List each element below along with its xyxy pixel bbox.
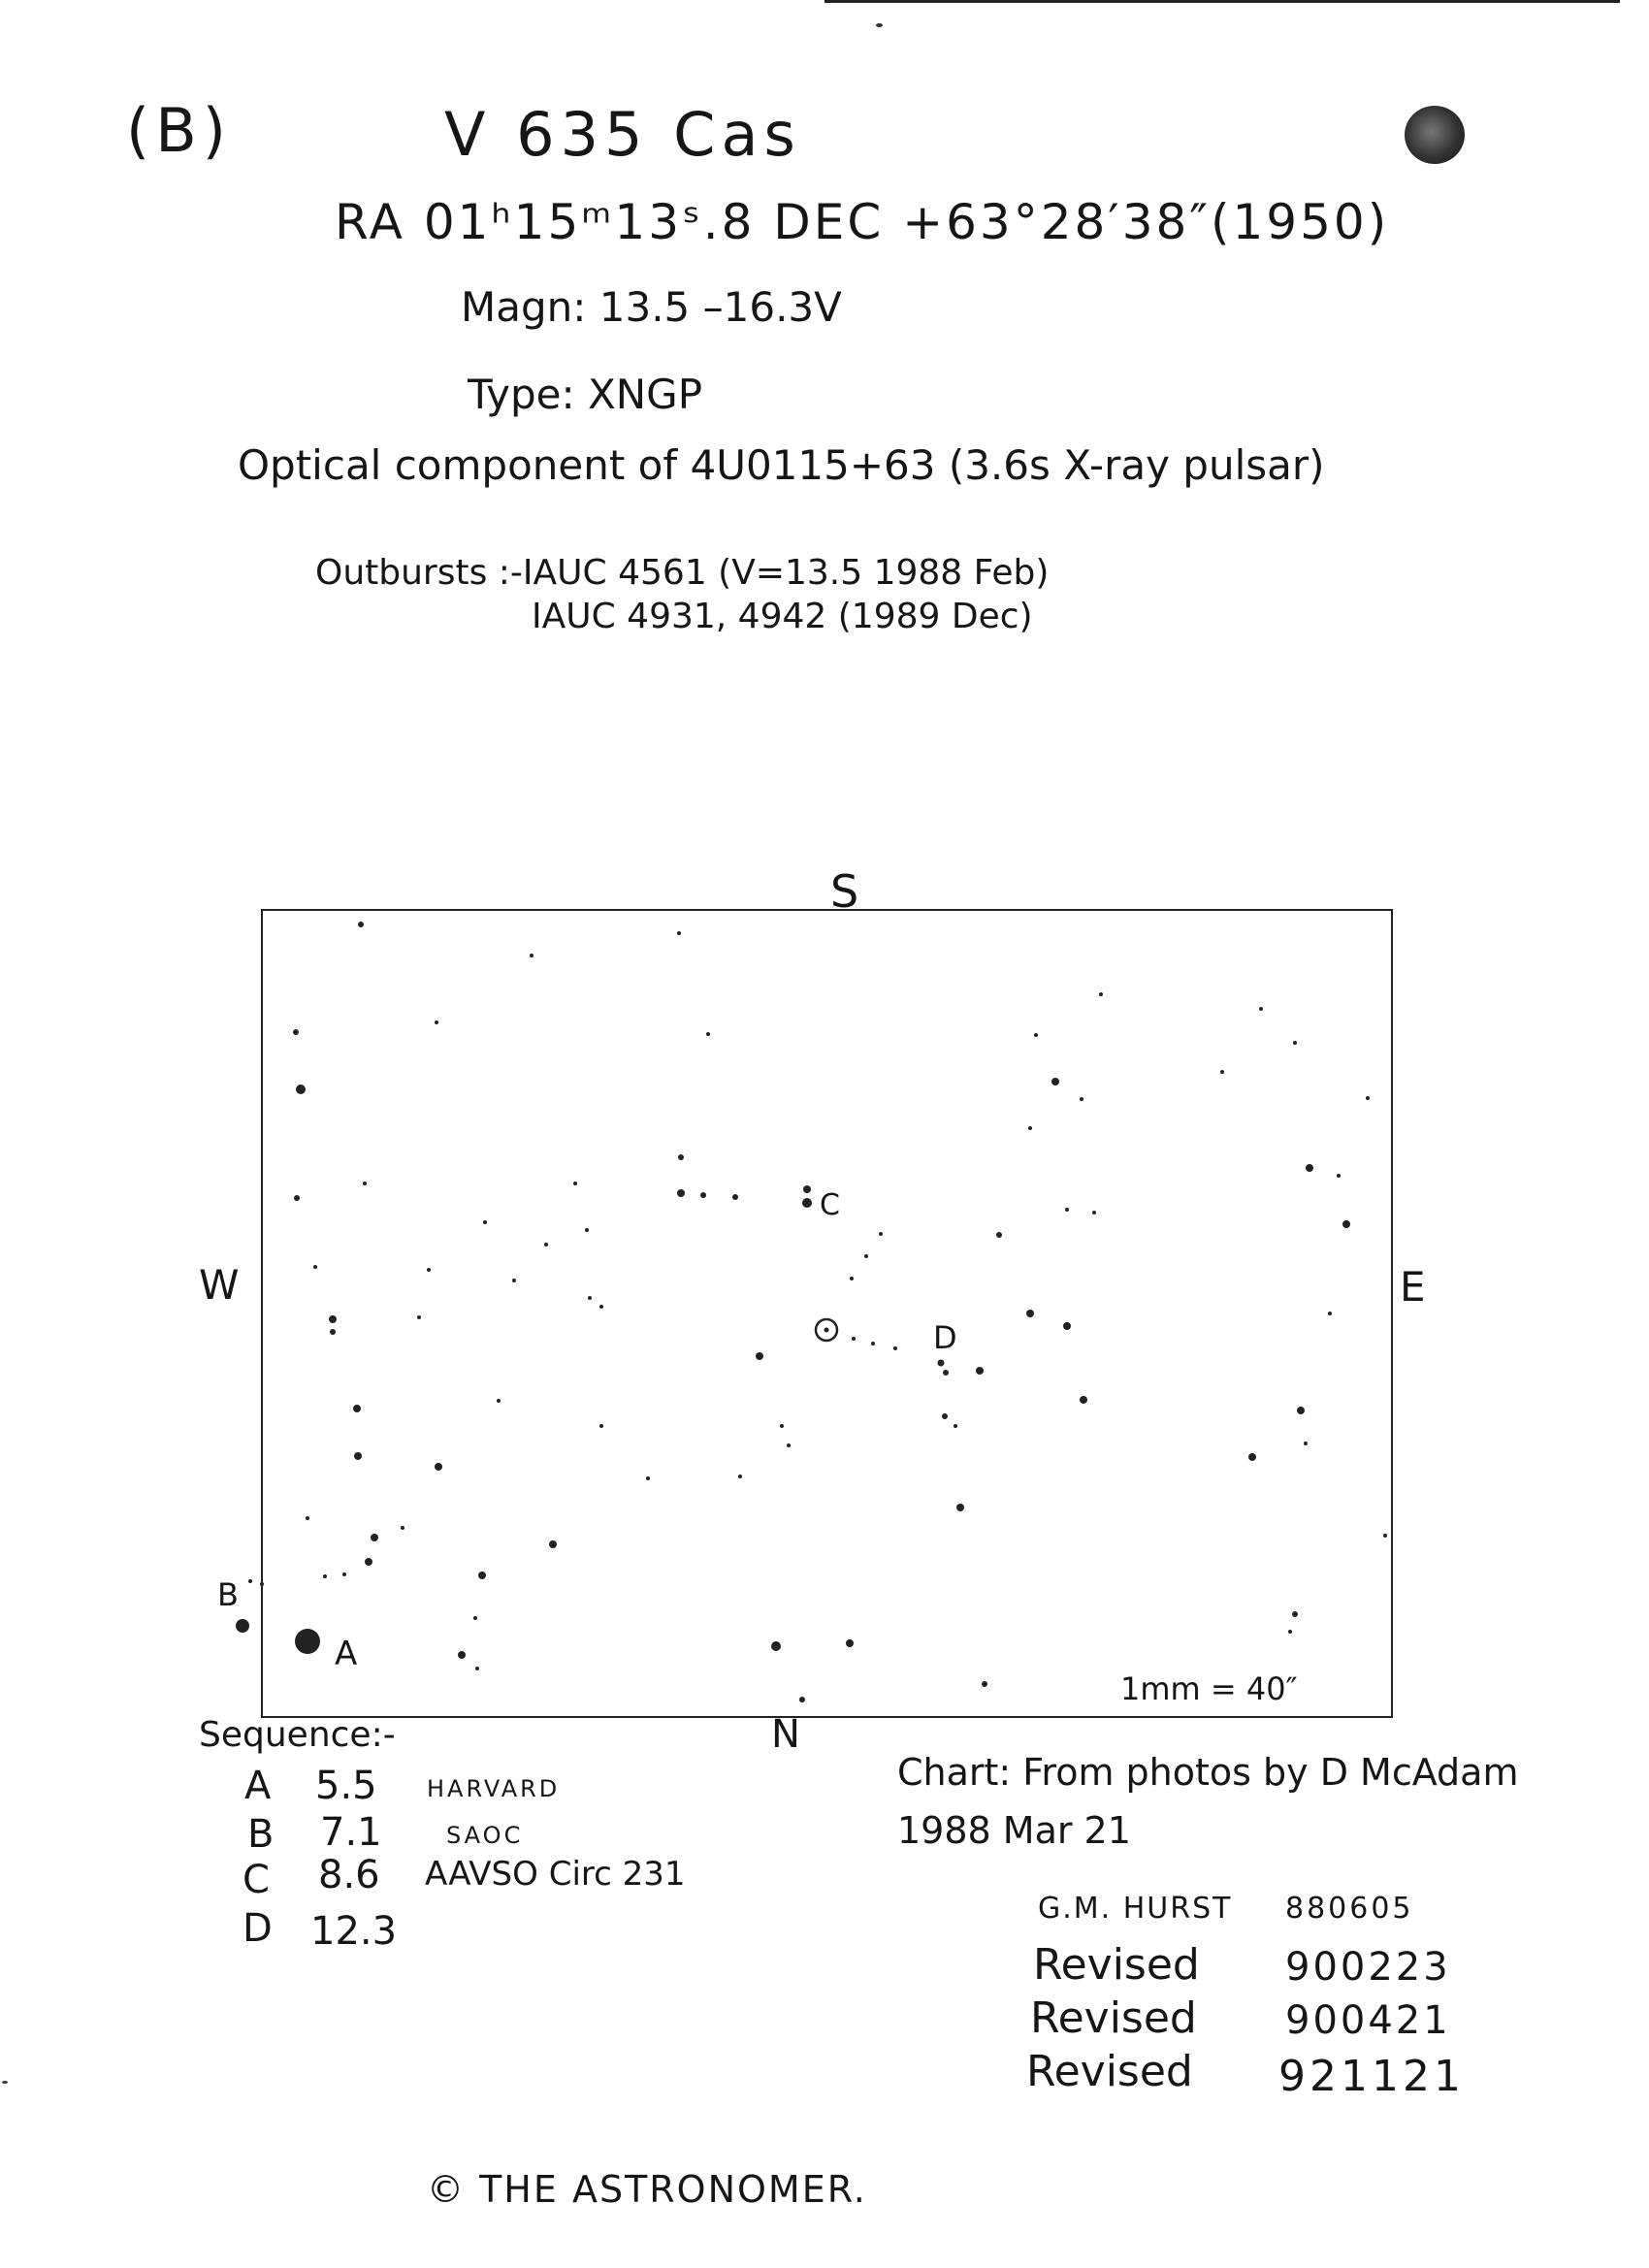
field-star	[954, 1424, 957, 1428]
field-star	[530, 954, 534, 957]
chart-scale: 1mm = 40″	[1120, 1670, 1298, 1707]
field-star	[799, 1697, 805, 1702]
star-field	[248, 922, 1387, 1702]
field-star	[588, 1296, 592, 1300]
field-star	[1337, 1174, 1341, 1178]
field-star	[976, 1367, 984, 1375]
sequence-mag: 12.3	[310, 1909, 398, 1954]
optical-component-note: Optical component of 4U0115+63 (3.6s X-ray pulsar)	[238, 441, 1325, 489]
field-star	[353, 1405, 361, 1412]
field-star	[401, 1526, 404, 1530]
sheet-label: (B)	[126, 95, 232, 166]
coordinates: RA 01ʰ15ᵐ13ˢ.8 DEC +63°28′38″(1950)	[335, 194, 1390, 250]
star-a-mark	[295, 1629, 320, 1654]
field-star	[1304, 1442, 1308, 1445]
revision-label: Revised	[1026, 2047, 1193, 2096]
sequence-mag: 7.1	[320, 1810, 382, 1855]
field-star	[852, 1337, 856, 1341]
field-star	[1080, 1396, 1087, 1404]
sequence-source: HARVARD	[427, 1775, 561, 1802]
field-star	[585, 1228, 589, 1232]
sequence-letter: D	[242, 1906, 273, 1951]
field-star	[435, 1463, 442, 1471]
magnitude-range: Magn: 13.5 –16.3V	[461, 283, 842, 331]
outbursts-line-2: IAUC 4931, 4942 (1989 Dec)	[532, 597, 1033, 636]
sequence-letter: C	[242, 1858, 270, 1902]
star-c-mark	[802, 1198, 812, 1208]
field-star	[879, 1232, 883, 1236]
field-star	[497, 1399, 501, 1403]
field-star	[803, 1185, 811, 1193]
sequence-letter: A	[244, 1764, 272, 1808]
field-star	[846, 1639, 854, 1647]
direction-east: E	[1400, 1263, 1432, 1311]
outbursts-line-1: Outbursts :-IAUC 4561 (V=13.5 1988 Feb)	[315, 553, 1050, 593]
field-star	[982, 1681, 987, 1687]
field-star	[677, 1189, 685, 1197]
field-star	[330, 1329, 336, 1335]
direction-north: N	[771, 1712, 806, 1757]
field-star	[427, 1268, 431, 1272]
field-star	[248, 1579, 252, 1583]
field-star	[342, 1572, 346, 1576]
sequence-mag: 5.5	[315, 1764, 377, 1808]
field-star	[646, 1476, 650, 1480]
field-star	[1220, 1070, 1224, 1074]
direction-south: S	[830, 865, 865, 918]
field-star	[677, 931, 681, 935]
star-b-mark	[236, 1619, 249, 1633]
field-star	[700, 1192, 706, 1198]
field-star	[943, 1370, 949, 1376]
revision-label: G.M. HURST	[1038, 1892, 1233, 1926]
field-star	[780, 1424, 784, 1428]
field-star	[1297, 1407, 1305, 1414]
field-star	[1292, 1611, 1298, 1617]
direction-west: W	[199, 1261, 245, 1309]
field-star	[363, 1182, 367, 1185]
star-label-c: C	[820, 1188, 840, 1222]
sequence-mag: 8.6	[318, 1853, 380, 1897]
revision-label: Revised	[1030, 1993, 1197, 2043]
sequence-letter: B	[247, 1812, 275, 1857]
field-star	[871, 1342, 875, 1345]
field-star	[1080, 1097, 1083, 1101]
field-star	[371, 1534, 378, 1541]
field-star	[738, 1474, 742, 1478]
star-d-mark	[938, 1360, 945, 1367]
revision-date: 900421	[1285, 1998, 1451, 2043]
field-star	[1065, 1208, 1069, 1212]
field-star	[549, 1540, 557, 1548]
field-star	[296, 1085, 306, 1094]
field-star	[1034, 1033, 1038, 1037]
variable-marker-dot	[824, 1328, 829, 1333]
field-star	[1092, 1211, 1096, 1215]
field-star	[1099, 992, 1103, 996]
chart-credit-date: 1988 Mar 21	[897, 1809, 1131, 1852]
star-label-a: A	[335, 1635, 358, 1673]
field-star	[1293, 1041, 1297, 1045]
copyright-note: © THE ASTRONOMER.	[427, 2168, 867, 2211]
field-star	[478, 1571, 486, 1579]
field-star	[732, 1194, 738, 1200]
field-star	[1306, 1164, 1313, 1172]
field-star	[599, 1305, 603, 1309]
star-name: V 635 Cas	[444, 99, 801, 170]
chart-frame	[262, 910, 1392, 1717]
field-star	[365, 1558, 372, 1566]
revision-date: 921121	[1278, 2052, 1465, 2101]
field-star	[329, 1315, 337, 1323]
field-star	[599, 1424, 603, 1428]
field-star	[573, 1182, 577, 1185]
field-star	[417, 1315, 421, 1319]
field-star	[678, 1154, 684, 1160]
field-star	[1259, 1007, 1263, 1011]
field-star	[1051, 1078, 1059, 1085]
field-star	[323, 1574, 327, 1578]
field-star	[771, 1641, 781, 1651]
field-star	[544, 1243, 548, 1247]
field-star	[1328, 1312, 1332, 1315]
revision-date: 900223	[1285, 1945, 1451, 1990]
field-star	[1248, 1453, 1256, 1461]
field-star	[1383, 1534, 1387, 1538]
field-star	[306, 1516, 309, 1520]
field-star	[1342, 1220, 1350, 1228]
field-star	[358, 922, 364, 927]
field-star	[483, 1220, 487, 1224]
field-star	[1026, 1310, 1034, 1317]
field-star	[996, 1232, 1002, 1238]
star-label-b: B	[217, 1576, 239, 1613]
field-star	[1028, 1126, 1032, 1130]
revision-label: Revised	[1033, 1940, 1200, 1990]
field-star	[1063, 1322, 1071, 1330]
field-star	[893, 1346, 897, 1350]
variable-type: Type: XNGP	[468, 371, 703, 418]
field-star	[1288, 1630, 1292, 1634]
field-star	[473, 1616, 477, 1620]
field-star	[354, 1452, 362, 1460]
field-star	[313, 1265, 317, 1269]
star-label-d: D	[933, 1319, 957, 1356]
field-star	[293, 1029, 299, 1035]
field-star	[787, 1443, 791, 1447]
revision-date: 880605	[1285, 1892, 1414, 1926]
field-star	[756, 1352, 763, 1360]
field-star	[706, 1032, 710, 1036]
chart-credit: Chart: From photos by D McAdam	[897, 1751, 1519, 1794]
field-star	[294, 1195, 300, 1201]
sequence-title: Sequence:-	[199, 1715, 396, 1755]
sequence-source: SAOC	[446, 1822, 524, 1849]
field-star	[942, 1413, 948, 1419]
field-star	[956, 1504, 964, 1511]
sequence-source: AAVSO Circ 231	[425, 1855, 686, 1894]
field-star	[864, 1254, 868, 1258]
field-star	[512, 1279, 516, 1282]
field-star	[850, 1277, 854, 1280]
field-star	[1366, 1096, 1370, 1100]
field-star	[475, 1667, 479, 1670]
field-star	[458, 1651, 466, 1659]
field-star	[435, 1021, 438, 1024]
